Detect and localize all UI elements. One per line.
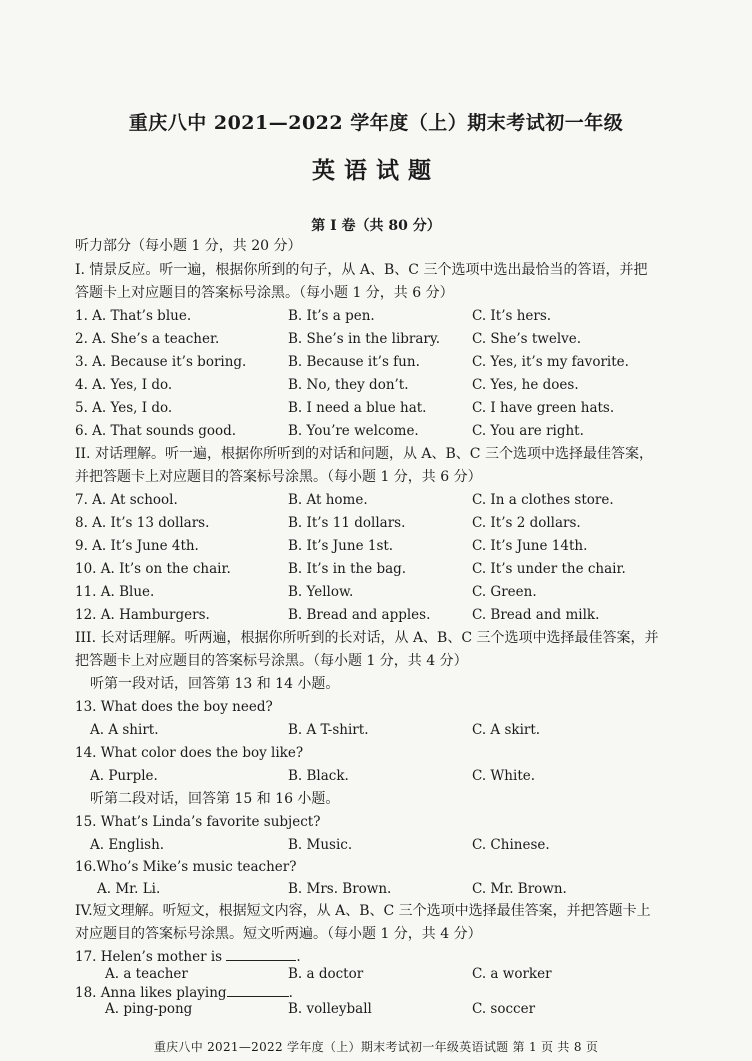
option-c: C. Bread and milk.: [472, 607, 600, 623]
option-b: B. a doctor: [288, 966, 364, 982]
option-a: A. a teacher: [105, 966, 188, 982]
option-b: B. It’s a pen.: [288, 308, 375, 324]
option-a: A. ping-pong: [105, 1001, 193, 1017]
question-row: [0, 490, 752, 510]
option-c: C. Chinese.: [472, 837, 550, 853]
dialog2-note: 听第二段对话，回答第 15 和 16 小题。: [90, 791, 340, 807]
question-row: [0, 398, 752, 418]
option-a: 7. A. At school.: [75, 492, 178, 508]
option-c: C. You are right.: [472, 423, 584, 439]
section2-instruction-2: 并把答题卡上对应题目的答案标号涂黑。（每小题 1 分，共 6 分）: [75, 469, 482, 485]
option-c: C. It’s 2 dollars.: [472, 515, 581, 531]
option-a: 6. A. That sounds good.: [75, 423, 237, 439]
question-row: [0, 582, 752, 602]
option-a: 1. A. That’s blue.: [75, 308, 192, 324]
section1-instruction-2: 答题卡上对应题目的答案标号涂黑。（每小题 1 分，共 6 分）: [75, 285, 454, 301]
option-c: C. In a clothes store.: [472, 492, 614, 508]
section3-instruction-2: 把答题卡上对应题目的答案标号涂黑。（每小题 1 分，共 4 分）: [75, 653, 468, 669]
question-row: [0, 720, 752, 740]
question-row: [0, 329, 752, 349]
option-b: B. Bread and apples.: [288, 607, 431, 623]
question-row: [0, 879, 752, 899]
question-18: 18. Anna likes playing .: [75, 982, 293, 1003]
question-17: 17. Helen’s mother is .: [75, 946, 301, 967]
question-13: 13. What does the boy need?: [75, 699, 273, 715]
question-16: 16.Who’s Mike’s music teacher?: [75, 859, 297, 875]
question-stem: [0, 743, 752, 763]
option-c: C. It’s June 14th.: [472, 538, 588, 554]
section3-instruction-1: III. 长对话理解。听两遍，根据你所听到的长对话，从 A、B、C 三个选项中选择最佳答案，并: [75, 630, 659, 646]
option-c: C. Green.: [472, 584, 537, 600]
option-c: C. soccer: [472, 1001, 536, 1017]
option-c: C. A skirt.: [472, 722, 541, 738]
question-17-text: 17. Helen’s mother is: [75, 949, 223, 965]
option-a: 3. A. Because it’s boring.: [75, 354, 247, 370]
option-b: B. Yellow.: [288, 584, 354, 600]
question-stem: [0, 946, 752, 966]
option-b: B. She’s in the library.: [288, 331, 441, 347]
question-stem: [0, 697, 752, 717]
answer-blank: [226, 946, 296, 961]
listening-heading: 听力部分（每小题 1 分，共 20 分）: [75, 238, 302, 254]
section4-instruction-2: 对应题目的答案标号涂黑。短文听两遍。（每小题 1 分，共 4 分）: [75, 926, 482, 942]
option-b: B. A T-shirt.: [288, 722, 369, 738]
option-a: 5. A. Yes, I do.: [75, 400, 173, 416]
question-row: [0, 835, 752, 855]
option-a: A. Mr. Li.: [97, 881, 161, 897]
option-b: B. It’s June 1st.: [288, 538, 394, 554]
option-a: A. Purple.: [90, 768, 158, 784]
question-row: [0, 999, 752, 1019]
section2-instruction-1: II. 对话理解。听一遍，根据你所听到的对话和问题，从 A、B、C 三个选项中选择最佳答案，: [75, 446, 653, 462]
question-row: [0, 559, 752, 579]
question-stem: [0, 857, 752, 877]
option-b: B. volleyball: [288, 1001, 372, 1017]
option-c: C. I have green hats.: [472, 400, 615, 416]
question-stem: [0, 812, 752, 832]
option-a: 10. A. It’s on the chair.: [75, 561, 231, 577]
option-c: C. a worker: [472, 966, 552, 982]
question-row: [0, 605, 752, 625]
option-b: B. Because it’s fun.: [288, 354, 420, 370]
option-c: C. Mr. Brown.: [472, 881, 567, 897]
option-b: B. Black.: [288, 768, 349, 784]
option-a: 4. A. Yes, I do.: [75, 377, 173, 393]
question-14: 14. What color does the boy like?: [75, 745, 304, 761]
question-row: [0, 536, 752, 556]
subject-title: 英语试题: [312, 157, 440, 184]
option-b: B. At home.: [288, 492, 368, 508]
question-row: [0, 306, 752, 326]
option-b: B. I need a blue hat.: [288, 400, 427, 416]
option-c: C. It’s hers.: [472, 308, 552, 324]
question-row: [0, 375, 752, 395]
dialog1-note: 听第一段对话，回答第 13 和 14 小题。: [90, 676, 340, 692]
exam-title: 重庆八中 2021—2022 学年度（上）期末考试初一年级: [128, 112, 624, 134]
option-a: 9. A. It’s June 4th.: [75, 538, 199, 554]
option-c: C. It’s under the chair.: [472, 561, 626, 577]
answer-blank: [227, 982, 289, 997]
option-a: A. English.: [90, 837, 165, 853]
section1-instruction-1: I. 情景反应。听一遍，根据你所到的句子，从 A、B、C 三个选项中选出最恰当的答语，并把: [75, 262, 648, 278]
option-a: 2. A. She’s a teacher.: [75, 331, 220, 347]
section4-instruction-1: IV.短文理解。听短文，根据短文内容，从 A、B、C 三个选项中选择最佳答案，并把答题卡上: [75, 903, 651, 919]
option-c: C. Yes, he does.: [472, 377, 579, 393]
option-b: B. It’s 11 dollars.: [288, 515, 406, 531]
option-c: C. She’s twelve.: [472, 331, 582, 347]
question-row: [0, 766, 752, 786]
page-footer: 重庆八中 2021—2022 学年度（上）期末考试初一年级英语试题 第 1 页 共 8 页: [153, 1040, 599, 1054]
option-b: B. It’s in the bag.: [288, 561, 407, 577]
question-15: 15. What’s Linda’s favorite subject?: [75, 814, 321, 830]
option-b: B. You’re welcome.: [288, 423, 419, 439]
option-c: C. Yes, it’s my favorite.: [472, 354, 629, 370]
option-a: 12. A. Hamburgers.: [75, 607, 210, 623]
question-row: [0, 513, 752, 533]
option-a: 8. A. It’s 13 dollars.: [75, 515, 210, 531]
option-b: B. Mrs. Brown.: [288, 881, 392, 897]
question-row: [0, 964, 752, 984]
volume-heading: 第 I 卷（共 80 分）: [311, 218, 441, 234]
option-b: B. Music.: [288, 837, 353, 853]
option-a: A. A shirt.: [90, 722, 159, 738]
option-b: B. No, they don’t.: [288, 377, 409, 393]
question-row: [0, 421, 752, 441]
question-18-text: 18. Anna likes playing: [75, 985, 227, 1001]
option-a: 11. A. Blue.: [75, 584, 155, 600]
option-c: C. White.: [472, 768, 536, 784]
question-row: [0, 352, 752, 372]
